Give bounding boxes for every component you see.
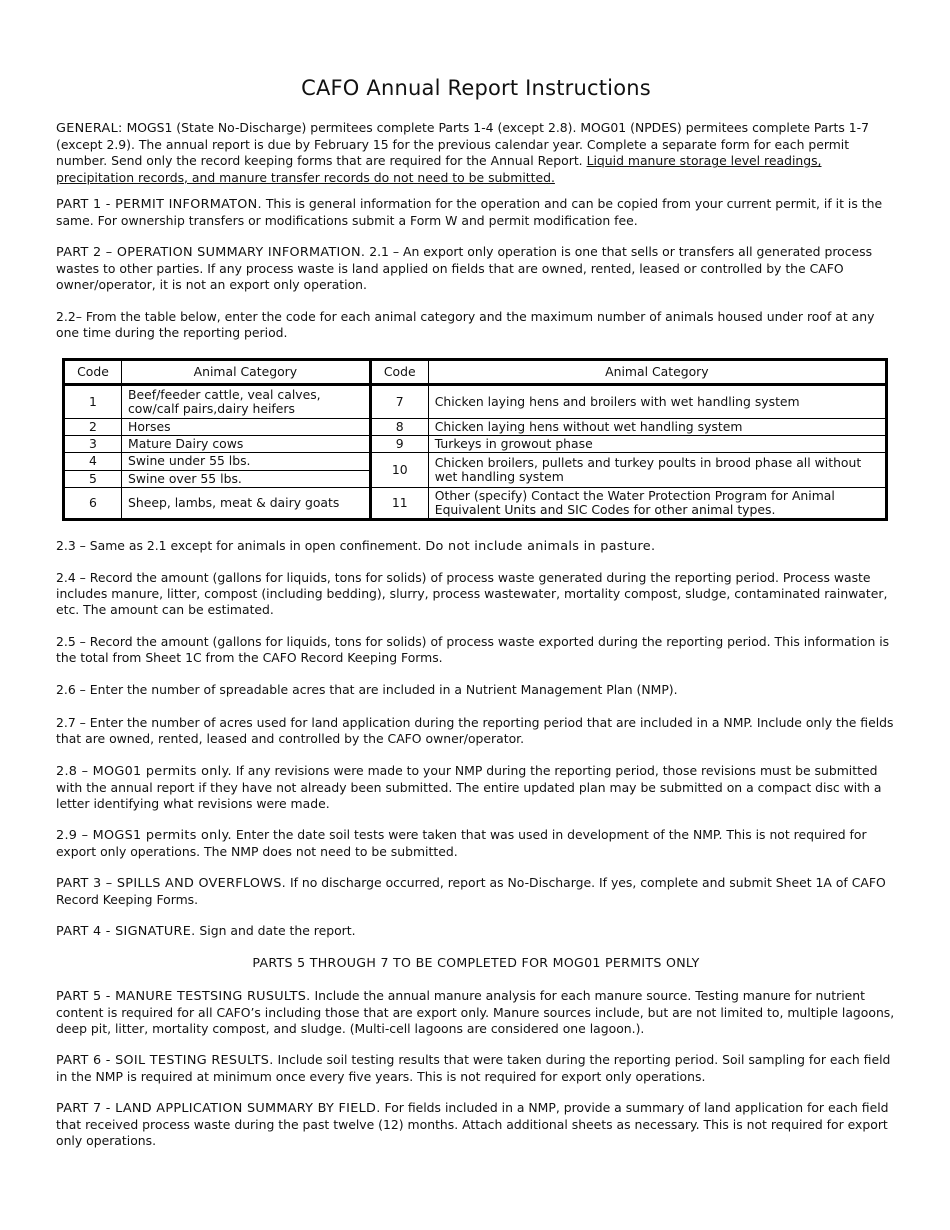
part2-paragraph bbox=[56, 244, 896, 294]
part6-lead: PART 6 - SOIL TESTING RESULTS. bbox=[56, 1053, 274, 1068]
code-cell: 8 bbox=[370, 419, 428, 436]
code-cell: 7 bbox=[370, 385, 428, 419]
part5-lead: PART 5 - MANURE TESTSING RUSULTS. bbox=[56, 989, 311, 1004]
table-header-row bbox=[64, 360, 887, 385]
code-cell: 3 bbox=[64, 436, 122, 453]
section-2-3-tail: Do not include animals in pasture. bbox=[425, 539, 656, 554]
header-code-right: Code bbox=[370, 360, 428, 385]
header-category-left: Animal Category bbox=[122, 360, 371, 385]
part6-text: Include soil testing results that were taken during the reporting period. Soil sampling for each field in the NMP is required at minimum once every five years. This is not required for export only operations. bbox=[56, 1052, 891, 1085]
general-text: MOGS1 (State No-Discharge) permitees complete Parts 1-4 (except 2.8). MOG01 (NPDES) permitees complete Parts 1-7 (except 2.9). The annual report is due by February 15 for the previous calendar year. Complete a separate form for each permit number. Send only the record keeping forms that are required for the Annual Report. bbox=[56, 120, 869, 169]
part1-paragraph bbox=[56, 196, 896, 229]
parts-5-7-heading: PARTS 5 THROUGH 7 TO BE COMPLETED FOR MOG01 PERMITS ONLY bbox=[252, 955, 700, 970]
section-2-7: 2.7 – Enter the number of acres used for land application during the reporting period that are included in a NMP. Include only the fields that are owned, rented, leased and controlled by the CAFO owner/operator. bbox=[56, 715, 894, 747]
category-cell: Swine over 55 lbs. bbox=[122, 470, 371, 487]
section-2-4: 2.4 – Record the amount (gallons for liquids, tons for solids) of process waste generated during the reporting period. Process waste includes manure, litter, compost (including bedding), slurry, process wastewater, mortality compost, sludge, contaminated rainwater, etc. The amount can be estimated. bbox=[56, 570, 888, 618]
part2-lead: PART 2 – OPERATION SUMMARY INFORMATION. bbox=[56, 245, 366, 260]
part4-lead: PART 4 - SIGNATURE. bbox=[56, 924, 196, 939]
code-cell: 11 bbox=[370, 487, 428, 519]
category-cell: Horses bbox=[122, 419, 371, 436]
section-2-3-text: 2.3 – Same as 2.1 except for animals in open confinement. bbox=[56, 538, 426, 553]
category-cell: Mature Dairy cows bbox=[122, 436, 371, 453]
code-cell: 6 bbox=[64, 487, 122, 519]
category-cell: Beef/feeder cattle, veal calves, cow/calf pairs,dairy heifers bbox=[122, 385, 371, 419]
part1-text: This is general information for the operation and can be copied from your current permit, if it is the same. For ownership transfers or modifications submit a Form W and permit modification fee. bbox=[56, 196, 883, 229]
general-lead: GENERAL: bbox=[56, 121, 123, 136]
table-row bbox=[64, 436, 887, 453]
code-cell: 1 bbox=[64, 385, 122, 419]
section-2-8-text: If any revisions were made to your NMP during the reporting period, those revisions must be submitted with the annual report if they have not already been submitted. The entire updated plan may be submitted on a compact disc with a letter identifying what revisions were made. bbox=[56, 763, 882, 812]
header-category-right: Animal Category bbox=[428, 360, 886, 385]
part1-lead: PART 1 - PERMIT INFORMATON. bbox=[56, 197, 262, 212]
part4-text: Sign and date the report. bbox=[195, 923, 356, 938]
section-2-9 bbox=[56, 827, 896, 860]
category-cell: Turkeys in growout phase bbox=[428, 436, 886, 453]
section-2-9-text: Enter the date soil tests were taken that was used in development of the NMP. This is not required for export only operations. The NMP does not need to be submitted. bbox=[56, 827, 867, 860]
table-row bbox=[64, 385, 887, 419]
code-cell: 2 bbox=[64, 419, 122, 436]
category-cell: Swine under 55 lbs. bbox=[122, 453, 371, 470]
table-row bbox=[64, 453, 887, 470]
table-row bbox=[64, 419, 887, 436]
general-paragraph bbox=[56, 120, 896, 186]
category-cell: Chicken laying hens and broilers with wet handling system bbox=[428, 385, 886, 419]
section-2-8 bbox=[56, 763, 896, 813]
section-2-2: 2.2– From the table below, enter the code for each animal category and the maximum number of animals housed under roof at any one time during the reporting period. bbox=[56, 309, 875, 341]
section-2-9-lead: 2.9 – MOGS1 permits only. bbox=[56, 828, 232, 843]
section-2-3 bbox=[56, 538, 896, 555]
part5-text: Include the annual manure analysis for each manure source. Testing manure for nutrient content is required for all CAFO’s including those that are export only. Manure sources include, but are not limited to, multiple lagoons, deep pit, litter, mortality compost, and sludge. (Multi-cell lagoons are considered one lagoon.). bbox=[56, 988, 895, 1037]
category-cell: Chicken broilers, pullets and turkey poults in brood phase all without wet handling system bbox=[428, 453, 886, 487]
general-underlined-note: Liquid manure storage level readings, precipitation records, and manure transfer records do not need to be submitted. bbox=[56, 153, 822, 185]
animal-category-table bbox=[62, 358, 888, 521]
header-code-left: Code bbox=[64, 360, 122, 385]
page-title: CAFO Annual Report Instructions bbox=[301, 76, 651, 100]
part6-paragraph bbox=[56, 1052, 896, 1085]
table-row bbox=[64, 487, 887, 519]
part3-paragraph bbox=[56, 875, 896, 908]
part3-lead: PART 3 – SPILLS AND OVERFLOWS. bbox=[56, 876, 287, 891]
part4-paragraph bbox=[56, 923, 896, 940]
category-cell: Chicken laying hens without wet handling system bbox=[428, 419, 886, 436]
category-cell: Other (specify) Contact the Water Protection Program for Animal Equivalent Units and SIC Codes for other animal types. bbox=[428, 487, 886, 519]
part3-text: If no discharge occurred, report as No-Discharge. If yes, complete and submit Sheet 1A of CAFO Record Keeping Forms. bbox=[56, 875, 886, 908]
part7-text: For fields included in a NMP, provide a summary of land application for each field that received process waste during the past twelve (12) months. Attach additional sheets as necessary. This is not required for export only operations. bbox=[56, 1100, 889, 1149]
section-2-5: 2.5 – Record the amount (gallons for liquids, tons for solids) of process waste exported during the reporting period. This information is the total from Sheet 1C from the CAFO Record Keeping Forms. bbox=[56, 634, 890, 666]
part5-paragraph bbox=[56, 988, 896, 1038]
section-2-8-lead: 2.8 – MOG01 permits only. bbox=[56, 764, 232, 779]
part2-text: 2.1 – An export only operation is one that sells or transfers all generated process wastes to other parties. If any process waste is land applied on fields that are owned, rented, leased or controlled by the CAFO owner/operator, it is not an export only operation. bbox=[56, 244, 873, 293]
category-cell: Sheep, lambs, meat & dairy goats bbox=[122, 487, 371, 519]
code-cell: 9 bbox=[370, 436, 428, 453]
code-cell: 10 bbox=[370, 453, 428, 487]
section-2-6: 2.6 – Enter the number of spreadable acres that are included in a Nutrient Management Plan (NMP). bbox=[56, 682, 678, 697]
part7-paragraph bbox=[56, 1100, 896, 1150]
code-cell: 5 bbox=[64, 470, 122, 487]
part7-lead: PART 7 - LAND APPLICATION SUMMARY BY FIELD. bbox=[56, 1101, 381, 1116]
code-cell: 4 bbox=[64, 453, 122, 470]
